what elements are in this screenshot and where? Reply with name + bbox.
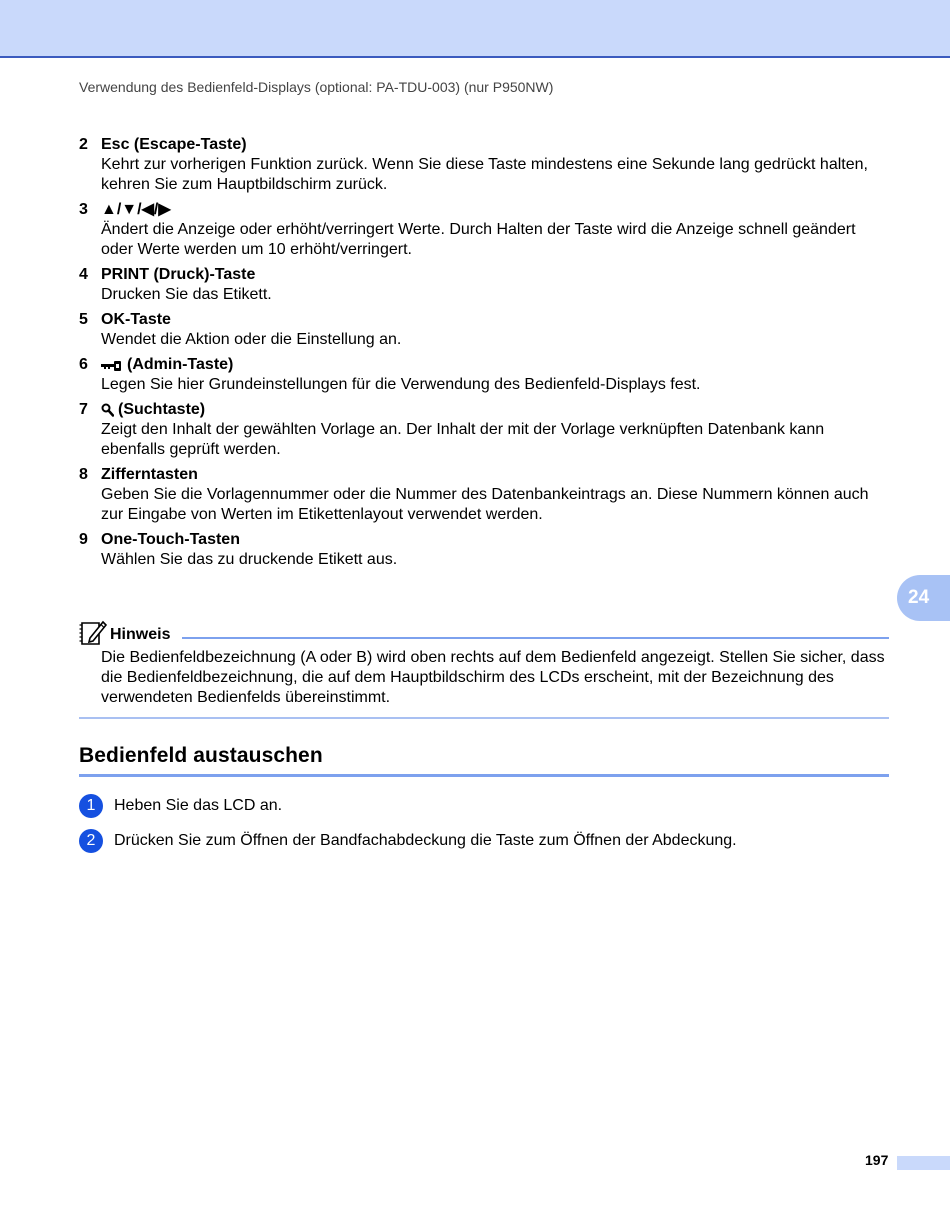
step-text: Drücken Sie zum Öffnen der Bandfachabdeckung die Taste zum Öffnen der Abdeckung. [114,832,737,849]
item-title-with-icon [101,399,205,420]
note-bottom-divider [79,717,889,719]
note-box [79,618,889,719]
section-title: Bedienfeld austauschen [79,744,323,767]
item-description: Zeigt den Inhalt der gewählten Vorlage an. Der Inhalt der mit der Vorlage verknüpften Datenbank kann ebenfalls geprüft werden. [101,421,825,458]
list-item [79,309,891,350]
item-description: Legen Sie hier Grundeinstellungen für die Verwendung des Bedienfeld-Displays fest. [101,376,701,393]
item-description: Kehrt zur vorherigen Funktion zurück. Wenn Sie diese Taste mindestens eine Sekunde lang gedrückt halten, kehren Sie zum Hauptbildschirm zurück. [101,156,868,193]
list-item [79,199,891,260]
running-header: Verwendung des Bedienfeld-Displays (optional: PA-TDU-003) (nur P950NW) [79,79,554,95]
item-title: PRINT (Druck)-Taste [101,266,256,283]
step-item [79,829,737,853]
page-number-tab [897,1156,950,1170]
item-number: 5 [79,311,88,328]
page-number: 197 [865,1152,889,1168]
item-description: Wendet die Aktion oder die Einstellung an. [101,331,402,348]
item-description: Geben Sie die Vorlagennummer oder die Nummer des Datenbankeintrags an. Diese Nummern können auch zur Eingabe von Werten im Etikettenlayout verwendet werden. [101,486,869,523]
item-number: 2 [79,136,88,153]
item-number: 6 [79,356,88,373]
item-description: Drucken Sie das Etikett. [101,286,272,303]
list-item [79,464,891,525]
step-item [79,794,282,818]
item-title: (Admin-Taste) [127,356,234,373]
list-item [79,264,891,305]
item-number: 8 [79,466,88,483]
list-item [79,529,891,570]
note-body: Die Bedienfeldbezeichnung (A oder B) wird oben rechts auf dem Bedienfeld angezeigt. Stellen Sie sicher, dass die Bedienfeldbezeichnung, die auf dem Hauptbildschirm des LCDs erscheint, mit der Bezeichnung des verwendeten Bedienfelds übereinstimmt. [101,649,885,706]
item-number: 4 [79,266,88,283]
item-description: Ändert die Anzeige oder erhöht/verringert Werte. Durch Halten der Taste wird die Anzeige schnell geändert oder Werte werden um 10 erhöht/verringert. [101,221,856,258]
step-number-badge: 2 [79,829,103,853]
search-icon [101,403,114,417]
item-title: Esc (Escape-Taste) [101,136,247,153]
item-title-with-icon [101,354,233,375]
step-number-badge: 1 [79,794,103,818]
step-text: Heben Sie das LCD an. [114,797,283,814]
item-number: 7 [79,401,88,418]
chapter-tab: 24 [897,575,950,621]
item-description: Wählen Sie das zu druckende Etikett aus. [101,551,398,568]
list-item [79,134,891,195]
note-pencil-icon [79,619,107,647]
note-title: Hinweis [110,626,171,643]
list-item [79,354,891,395]
item-number: 9 [79,531,88,548]
section-divider [79,774,889,777]
key-description-list [79,134,891,574]
arrow-keys-title: ▲/▼/◀/▶ [101,201,171,218]
item-number: 3 [79,201,88,218]
item-title: Zifferntasten [101,466,198,483]
item-title: (Suchtaste) [118,401,206,418]
note-divider [182,637,889,639]
item-title: One-Touch-Tasten [101,531,240,548]
item-title: OK-Taste [101,311,171,328]
list-item [79,399,891,460]
header-band [0,0,950,58]
key-icon [101,358,123,372]
